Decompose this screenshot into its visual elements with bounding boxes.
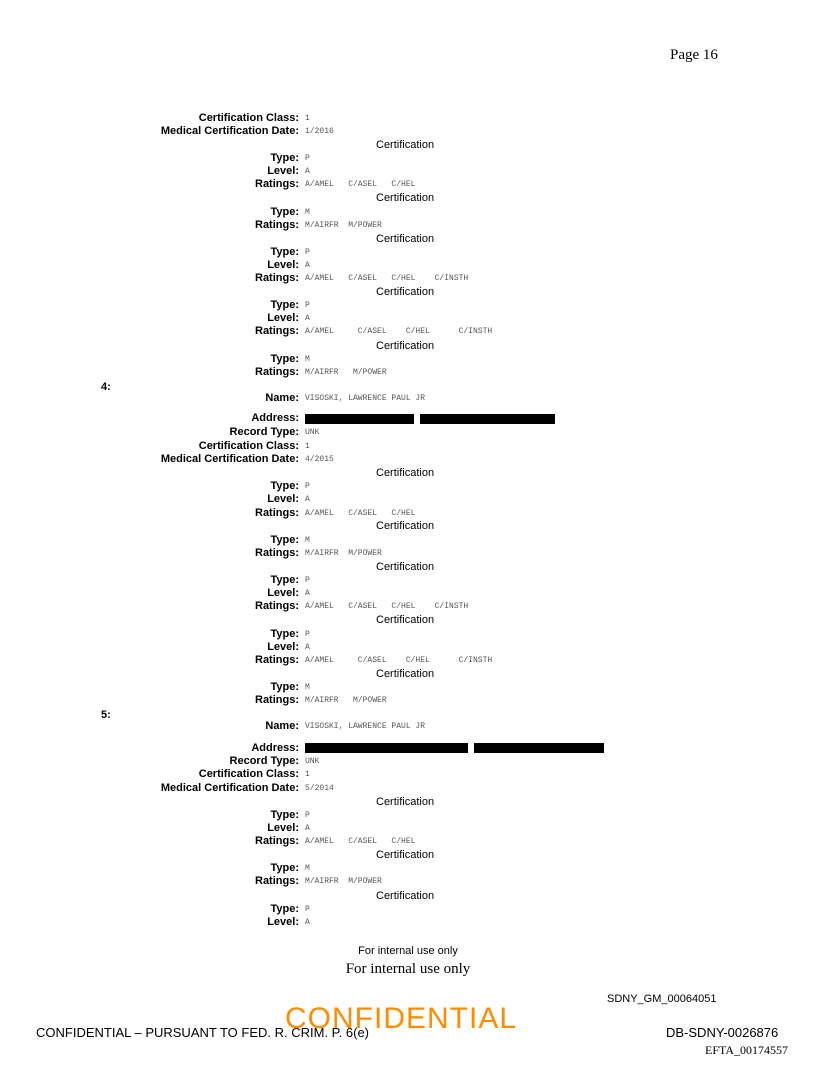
- address-redaction: [420, 414, 555, 424]
- level-value: A: [305, 495, 310, 504]
- certification-heading: Certification: [376, 520, 435, 532]
- ratings-label: Ratings:: [255, 272, 299, 284]
- type-value: P: [305, 482, 310, 491]
- type-value: P: [305, 811, 310, 820]
- certification-heading: Certification: [376, 467, 435, 479]
- certification-class-value: 1: [305, 442, 310, 451]
- type-value: P: [305, 248, 310, 257]
- ratings-value: A/AMEL C/ASEL C/HEL C/INSTH: [305, 274, 469, 283]
- name-value: VISOSKI, LAWRENCE PAUL JR: [305, 722, 426, 731]
- certification-heading: Certification: [376, 796, 435, 808]
- certification-class-value: 1: [305, 770, 310, 779]
- ratings-value: A/AMEL C/ASEL C/HEL: [305, 180, 416, 189]
- ratings-label: Ratings:: [255, 325, 299, 337]
- name-label: Name:: [265, 392, 299, 404]
- level-label: Level:: [267, 259, 299, 271]
- address-label: Address:: [251, 742, 299, 754]
- level-value: A: [305, 643, 310, 652]
- type-label: Type:: [270, 353, 299, 365]
- ratings-label: Ratings:: [255, 875, 299, 887]
- ratings-value: A/AMEL C/ASEL C/HEL: [305, 837, 416, 846]
- medical-certification-date-value: 4/2015: [305, 455, 334, 464]
- certification-heading: Certification: [376, 340, 435, 352]
- type-label: Type:: [270, 480, 299, 492]
- confidential-notice: CONFIDENTIAL – PURSUANT TO FED. R. CRIM. P. 6(e): [36, 1025, 370, 1040]
- level-value: A: [305, 314, 310, 323]
- medical-certification-date-label: Medical Certification Date:: [160, 453, 299, 465]
- ratings-label: Ratings:: [255, 547, 299, 559]
- record-number: 4:: [101, 381, 111, 393]
- name-value: VISOSKI, LAWRENCE PAUL JR: [305, 394, 426, 403]
- type-value: P: [305, 301, 310, 310]
- efta-bates-number: EFTA_00174557: [705, 1043, 789, 1057]
- certification-heading: Certification: [376, 233, 435, 245]
- level-value: A: [305, 167, 310, 176]
- type-value: M: [305, 536, 310, 545]
- level-value: A: [305, 261, 310, 270]
- ratings-value: M/AIRFR M/POWER: [305, 696, 387, 705]
- address-label: Address:: [251, 412, 299, 424]
- certification-class-label: Certification Class:: [198, 768, 299, 780]
- type-label: Type:: [270, 681, 299, 693]
- record-type-value: UNK: [305, 428, 320, 437]
- address-redaction: [305, 414, 414, 424]
- page-number: Page 16: [670, 47, 718, 63]
- medical-certification-date-label: Medical Certification Date:: [160, 125, 299, 137]
- ratings-label: Ratings:: [255, 600, 299, 612]
- ratings-value: M/AIRFR M/POWER: [305, 368, 387, 377]
- medical-certification-date-label: Medical Certification Date:: [160, 782, 299, 794]
- record-number: 5:: [101, 709, 111, 721]
- certification-heading: Certification: [376, 614, 435, 626]
- certification-class-label: Certification Class:: [198, 112, 299, 124]
- type-value: M: [305, 683, 310, 692]
- certification-class-value: 1: [305, 114, 310, 123]
- address-redaction: [474, 743, 604, 753]
- internal-use-notice: For internal use only: [345, 961, 471, 977]
- type-label: Type:: [270, 862, 299, 874]
- type-label: Type:: [270, 206, 299, 218]
- level-label: Level:: [267, 493, 299, 505]
- confidential-stamp: CONFIDENTIAL: [285, 1002, 518, 1035]
- medical-certification-date-value: 5/2014: [305, 784, 334, 793]
- level-label: Level:: [267, 587, 299, 599]
- type-value: P: [305, 576, 310, 585]
- certification-heading: Certification: [376, 849, 435, 861]
- ratings-value: A/AMEL C/ASEL C/HEL C/INSTH: [305, 602, 469, 611]
- record-type-label: Record Type:: [229, 426, 299, 438]
- ratings-value: A/AMEL C/ASEL C/HEL: [305, 509, 416, 518]
- type-value: M: [305, 355, 310, 364]
- ratings-value: A/AMEL C/ASEL C/HEL C/INSTH: [305, 656, 493, 665]
- level-label: Level:: [267, 641, 299, 653]
- ratings-label: Ratings:: [255, 694, 299, 706]
- ratings-label: Ratings:: [255, 219, 299, 231]
- ratings-label: Ratings:: [255, 366, 299, 378]
- level-value: A: [305, 824, 310, 833]
- ratings-label: Ratings:: [255, 178, 299, 190]
- type-value: P: [305, 905, 310, 914]
- type-label: Type:: [270, 299, 299, 311]
- certification-heading: Certification: [376, 286, 435, 298]
- internal-use-notice-small: For internal use only: [358, 945, 458, 957]
- name-label: Name:: [265, 720, 299, 732]
- medical-certification-date-value: 1/2016: [305, 127, 334, 136]
- ratings-value: M/AIRFR M/POWER: [305, 549, 382, 558]
- level-label: Level:: [267, 822, 299, 834]
- ratings-label: Ratings:: [255, 835, 299, 847]
- ratings-value: M/AIRFR M/POWER: [305, 221, 382, 230]
- level-value: A: [305, 918, 310, 927]
- sdny-bates-number: SDNY_GM_00064051: [607, 993, 717, 1005]
- type-value: P: [305, 630, 310, 639]
- ratings-label: Ratings:: [255, 654, 299, 666]
- ratings-value: A/AMEL C/ASEL C/HEL C/INSTH: [305, 327, 493, 336]
- level-label: Level:: [267, 312, 299, 324]
- type-label: Type:: [270, 574, 299, 586]
- type-label: Type:: [270, 903, 299, 915]
- type-label: Type:: [270, 152, 299, 164]
- type-value: M: [305, 208, 310, 217]
- type-label: Type:: [270, 628, 299, 640]
- address-redaction: [305, 743, 468, 753]
- type-value: M: [305, 864, 310, 873]
- type-label: Type:: [270, 809, 299, 821]
- type-label: Type:: [270, 246, 299, 258]
- record-type-label: Record Type:: [229, 755, 299, 767]
- type-value: P: [305, 154, 310, 163]
- record-type-value: UNK: [305, 757, 320, 766]
- certification-class-label: Certification Class:: [198, 440, 299, 452]
- certification-heading: Certification: [376, 139, 435, 151]
- level-value: A: [305, 589, 310, 598]
- ratings-label: Ratings:: [255, 507, 299, 519]
- db-bates-number: DB-SDNY-0026876: [666, 1025, 779, 1040]
- level-label: Level:: [267, 916, 299, 928]
- certification-heading: Certification: [376, 668, 435, 680]
- type-label: Type:: [270, 534, 299, 546]
- certification-heading: Certification: [376, 561, 435, 573]
- ratings-value: M/AIRFR M/POWER: [305, 877, 382, 886]
- level-label: Level:: [267, 165, 299, 177]
- certification-heading: Certification: [376, 192, 435, 204]
- certification-heading: Certification: [376, 890, 435, 902]
